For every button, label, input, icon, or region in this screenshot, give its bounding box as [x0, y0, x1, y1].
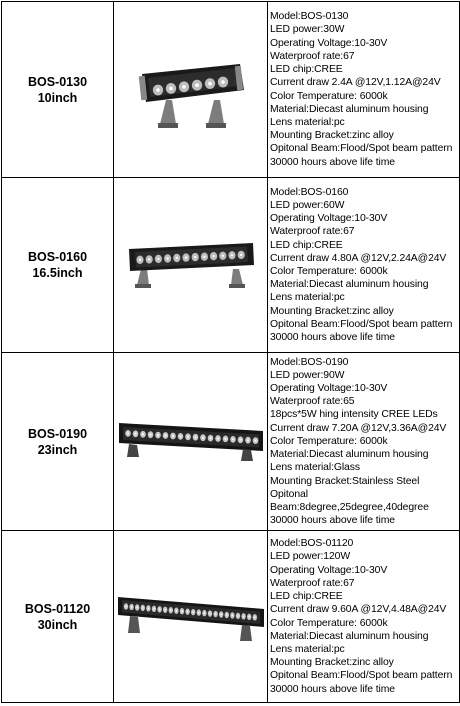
spec-line: LED power:30W — [270, 24, 345, 36]
spec-line: Waterproof rate:67 — [270, 226, 355, 238]
spec-line: Waterproof rate:67 — [270, 577, 355, 589]
model-cell — [2, 178, 114, 353]
spec-line: LED chip:CREE — [270, 239, 343, 251]
spec-line: Lens material:pc — [270, 116, 345, 128]
spec-line: Opitonal Beam:Flood/Spot beam pattern — [270, 318, 453, 330]
spec-line: LED chip:CREE — [270, 591, 343, 603]
model-cell — [2, 531, 114, 703]
model-number: BOS-01120 — [24, 601, 91, 616]
led-light-bar-icon — [127, 239, 255, 291]
spec-line: Material:Diecast aluminum housing — [270, 103, 429, 115]
model-number: BOS-0190 — [27, 426, 88, 441]
spec-line: Mounting Bracket:zinc alloy — [270, 657, 394, 669]
spec-line: 30000 hours above life time — [270, 515, 395, 527]
product-spec-table — [1, 1, 460, 703]
spec-line: Current draw 9.60A @12V,4.48A@24V — [270, 604, 447, 616]
spec-cell — [268, 531, 460, 703]
spec-cell — [268, 178, 460, 353]
product-image-cell — [114, 353, 268, 531]
spec-line: LED power:60W — [270, 199, 345, 211]
spec-line: Color Temperature: 6000k — [270, 266, 388, 277]
spec-line: LED power:120W — [270, 551, 351, 563]
model-size: 30inch — [37, 617, 78, 632]
spec-list — [268, 356, 459, 528]
spec-line: Color Temperature: 6000k — [270, 435, 388, 447]
led-light-bar-icon — [116, 587, 266, 647]
spec-list — [268, 186, 459, 344]
model-number: BOS-0160 — [27, 250, 88, 264]
model-size: 10inch — [37, 90, 78, 105]
spec-line: Lens material:Glass — [270, 462, 360, 474]
table-row — [2, 353, 460, 531]
table-row — [2, 178, 460, 353]
spec-line: LED power:90W — [270, 369, 345, 381]
spec-line: Opitonal Beam:Flood/Spot beam pattern — [270, 670, 453, 682]
spec-line: Model:BOS-01120 — [270, 538, 354, 550]
spec-line: Operating Voltage:10-30V — [270, 564, 388, 576]
product-image-cell — [114, 531, 268, 703]
model-cell — [2, 353, 114, 531]
spec-line: Operating Voltage:10-30V — [270, 37, 388, 49]
spec-cell — [268, 353, 460, 531]
model-size: 23inch — [37, 442, 78, 457]
spec-line: Current draw 2.4A @12V,1.12A@24V — [270, 77, 441, 89]
spec-line: Current draw 7.20A @12V,3.36A@24V — [270, 422, 447, 434]
product-image-cell — [114, 2, 268, 178]
model-number: BOS-0130 — [27, 74, 88, 89]
spec-line: LED chip:CREE — [270, 64, 343, 76]
spec-line: Operating Voltage:10-30V — [270, 383, 388, 395]
spec-line: Mounting Bracket:zinc alloy — [270, 130, 394, 142]
spec-line: Material:Diecast aluminum housing — [270, 630, 429, 642]
table-row — [2, 531, 460, 703]
spec-line: Model:BOS-0160 — [270, 186, 349, 198]
spec-line: Mounting Bracket:Stainless Steel — [270, 475, 420, 487]
spec-line: Waterproof rate:67 — [270, 50, 355, 62]
product-image-cell — [114, 178, 268, 353]
table-row — [2, 2, 460, 178]
spec-line: Lens material:pc — [270, 643, 345, 655]
spec-line: Mounting Bracket:zinc alloy — [270, 305, 394, 317]
spec-line: Color Temperature: 6000k — [270, 617, 388, 629]
spec-line: Model:BOS-0190 — [270, 356, 349, 368]
spec-line: Color Temperature: 6000k — [270, 90, 388, 102]
spec-line: Opitonal Beam:Flood/Spot beam pattern — [270, 143, 453, 155]
led-light-bar-icon — [136, 46, 246, 134]
spec-line: Material:Diecast aluminum housing — [270, 279, 429, 291]
spec-line: Operating Voltage:10-30V — [270, 213, 388, 225]
model-size: 16.5inch — [32, 266, 83, 280]
spec-cell — [268, 2, 460, 178]
spec-line: Current draw 4.80A @12V,2.24A@24V — [270, 252, 447, 264]
spec-line: Model:BOS-0130 — [270, 11, 349, 23]
spec-line: Beam:8degree,25degree,40degree — [270, 501, 429, 513]
spec-line: Material:Diecast aluminum housing — [270, 449, 429, 461]
model-cell — [2, 2, 114, 178]
spec-list — [268, 537, 459, 695]
spec-line: 30000 hours above life time — [270, 332, 395, 344]
spec-line: Lens material:pc — [270, 292, 345, 304]
spec-line: 30000 hours above life time — [270, 683, 395, 695]
spec-line: 30000 hours above life time — [270, 156, 395, 168]
spec-line: Waterproof rate:65 — [270, 396, 355, 408]
spec-line: 18pcs*5W hing intensity CREE LEDs — [270, 409, 438, 421]
spec-line: Opitonal — [270, 488, 308, 500]
led-light-bar-icon — [117, 417, 265, 467]
spec-list — [268, 10, 459, 168]
